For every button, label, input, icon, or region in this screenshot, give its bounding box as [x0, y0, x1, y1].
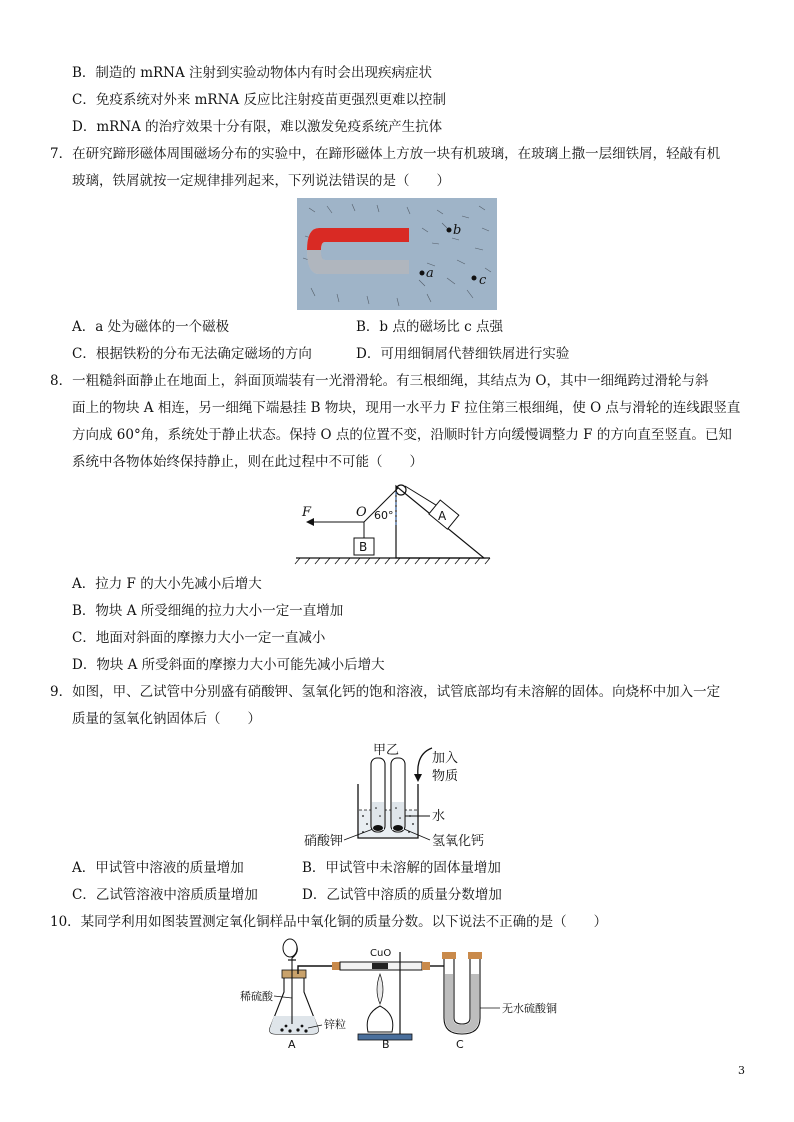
- q7-option-b: B．b 点的磁场比 c 点强: [356, 319, 503, 335]
- point-a: [420, 271, 425, 276]
- q9-beaker-figure: [300, 736, 500, 854]
- label-water: 水: [432, 809, 446, 824]
- label-zinc: 锌粒: [324, 1018, 346, 1031]
- point-b: [447, 228, 452, 233]
- label-kno3: 硝酸钾: [304, 834, 344, 849]
- u-tube-stopper-left: [442, 952, 456, 959]
- q9-option-b: B．甲试管中未溶解的固体量增加: [302, 860, 501, 876]
- q8-stem-line4: 系统中各物体始终保持静止，则在此过程中不可能（ ）: [72, 454, 423, 470]
- prev-option-d: D．mRNA 的治疗效果十分有限，难以激发免疫系统产生抗体: [72, 119, 443, 135]
- alcohol-lamp: [367, 1006, 393, 1032]
- label-acid: 稀硫酸: [240, 990, 273, 1003]
- cuo-sample: [372, 963, 388, 969]
- label-add-2: 物质: [432, 769, 459, 784]
- lamp-flame: [377, 974, 383, 1004]
- q8-incline-figure: [294, 478, 494, 568]
- label-apparatus-c: C: [456, 1038, 464, 1050]
- label-block-a: A: [438, 509, 447, 523]
- q10-stem: 10．某同学利用如图装置测定氧化铜样品中氧化铜的质量分数。以下说法不正确的是（ ）: [50, 914, 608, 930]
- q8-option-d: D．物块 A 所受斜面的摩擦力大小可能先减小后增大: [72, 657, 385, 673]
- connector-1: [332, 962, 340, 970]
- label-block-b: B: [359, 540, 368, 554]
- q9-option-d: D．乙试管中溶质的质量分数增加: [302, 887, 502, 903]
- label-a: a: [426, 266, 434, 281]
- label-b: b: [453, 223, 462, 238]
- label-o: O: [356, 505, 367, 520]
- q7-magnet-figure: [297, 198, 497, 310]
- q7-stem-line2: 玻璃，铁屑就按一定规律排列起来，下列说法错误的是（ ）: [72, 173, 450, 189]
- q8-stem-line3: 方向成 60°角，系统处于静止状态。保持 O 点的位置不变，沿顺时针方向缓慢调整力 F 的方向直至竖直。已知: [72, 427, 732, 443]
- q7-option-a: A．a 处为磁体的一个磁极: [72, 319, 230, 335]
- q8-stem-line2: 面上的物块 A 相连，另一细绳下端悬挂 B 物块，现用一水平力 F 拉住第三根细绳，使 O 点与滑轮的连线跟竖直: [72, 400, 741, 416]
- q8-option-b: B．物块 A 所受细绳的拉力大小一定一直增加: [72, 603, 344, 619]
- label-f: F: [302, 505, 312, 520]
- add-arrow: [418, 748, 432, 776]
- q7-stem-line1: 7．在研究蹄形磁体周围磁场分布的实验中，在蹄形磁体上方放一块有机玻璃，在玻璃上撒一层细铁屑，轻敲有机: [50, 146, 721, 162]
- page-number: 3: [738, 1064, 745, 1077]
- q9-option-c: C．乙试管溶液中溶质质量增加: [72, 887, 258, 903]
- q10-apparatus-figure: [240, 938, 560, 1050]
- label-caoh2: 氢氧化钙: [432, 834, 485, 849]
- connector-2: [422, 962, 430, 970]
- label-c: c: [479, 273, 487, 288]
- q9-stem-line1: 9．如图，甲、乙试管中分别盛有硝酸钾、氢氧化钙的饱和溶液，试管底部均有未溶解的固体。向烧杯中加入一定: [50, 684, 721, 700]
- u-tube-inner: [454, 958, 470, 1024]
- q9-option-a: A．甲试管中溶液的质量增加: [72, 860, 244, 876]
- label-apparatus-b: B: [382, 1038, 390, 1050]
- q7-option-c: C．根据铁粉的分布无法确定磁场的方向: [72, 346, 312, 362]
- flask-liquid: [270, 1016, 319, 1034]
- ground-hatching: [295, 558, 490, 564]
- flask-stopper: [282, 970, 306, 978]
- solid-kno3: [373, 825, 383, 831]
- label-cuo: CuO: [370, 948, 392, 959]
- label-angle: 60°: [374, 509, 394, 522]
- label-jia-yi: 甲乙: [373, 743, 400, 758]
- solid-caoh2: [393, 825, 403, 831]
- q8-option-a: A．拉力 F 的大小先减小后增大: [72, 576, 262, 592]
- point-c: [472, 276, 477, 281]
- add-arrowhead: [414, 774, 422, 782]
- q7-option-d: D．可用细铜屑代替细铁屑进行实验: [356, 346, 570, 362]
- q8-stem-line1: 8．一粗糙斜面静止在地面上，斜面顶端装有一光滑滑轮。有三根细绳，其结点为 O，其中一细绳跨过滑轮与斜: [50, 373, 709, 389]
- label-cuso4: 无水硫酸铜: [502, 1002, 557, 1015]
- u-tube-stopper-right: [468, 952, 482, 959]
- q9-stem-line2: 质量的氢氧化钠固体后（ ）: [72, 711, 261, 727]
- prev-option-b: B．制造的 mRNA 注射到实验动物体内有时会出现疾病症状: [72, 65, 433, 81]
- label-apparatus-a: A: [288, 1038, 296, 1050]
- funnel-bulb: [283, 939, 297, 957]
- glass-background: [297, 198, 497, 310]
- q8-option-c: C．地面对斜面的摩擦力大小一定一直减小: [72, 630, 326, 646]
- prev-option-c: C．免疫系统对外来 mRNA 反应比注射疫苗更强烈更难以控制: [72, 92, 446, 108]
- label-add-1: 加入: [432, 751, 459, 766]
